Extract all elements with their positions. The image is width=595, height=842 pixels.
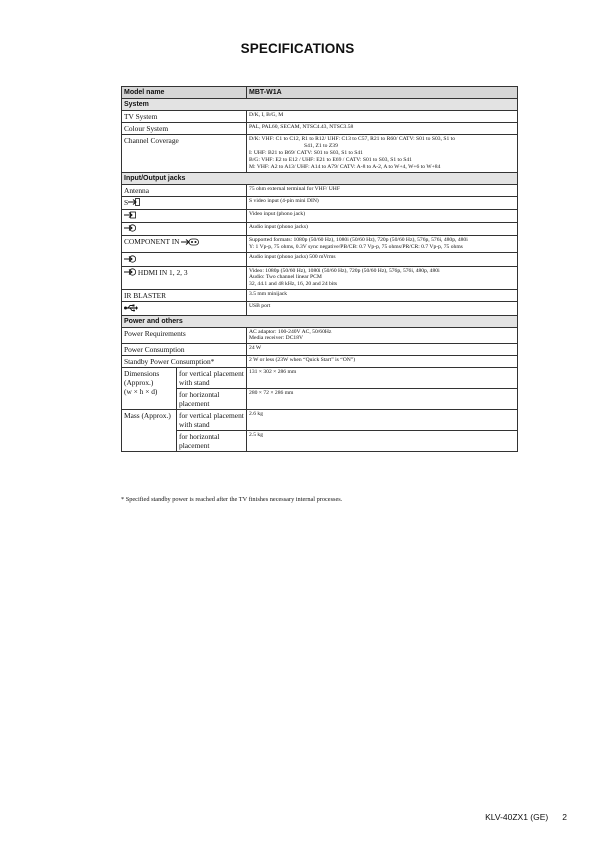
section-row-system bbox=[122, 99, 518, 111]
table-row bbox=[122, 327, 518, 344]
placement-label: for horizontal placement bbox=[177, 431, 247, 452]
dimensions-label bbox=[122, 368, 177, 410]
row-value bbox=[247, 236, 518, 253]
input-arrow-icon bbox=[128, 198, 140, 208]
row-value: D/K, I, B/G, M bbox=[247, 111, 518, 123]
dimensions-label-line: (Approx.) bbox=[124, 378, 154, 388]
page-title: SPECIFICATIONS bbox=[240, 41, 355, 56]
row-label: Power Consumption bbox=[122, 344, 247, 356]
channel-line: I: UHF: B21 to B69/ CATV: S01 to S03, S1 to S41 bbox=[249, 149, 363, 156]
row-label: Antenna bbox=[122, 184, 247, 196]
table-row bbox=[122, 344, 518, 356]
power-line: AC adaptor: 100-240V AC, 50/60Hz bbox=[249, 328, 332, 335]
usb-icon bbox=[124, 304, 138, 314]
row-value: 2.6 kg bbox=[247, 410, 518, 431]
table-row bbox=[122, 368, 518, 389]
component-input-icon bbox=[181, 238, 199, 248]
table-row bbox=[122, 236, 518, 253]
row-label bbox=[122, 266, 247, 290]
row-label: TV System bbox=[122, 111, 247, 123]
row-label bbox=[122, 302, 247, 315]
placement-label: for vertical placement with stand bbox=[177, 368, 247, 389]
table-row bbox=[122, 253, 518, 266]
row-value: 3.5 mm minijack bbox=[247, 290, 518, 302]
table-row bbox=[122, 209, 518, 222]
channel-line: S41, Z1 to Z39 bbox=[304, 142, 338, 149]
row-value bbox=[247, 135, 518, 173]
hdmi-line: Audio: Two channel linear PCM bbox=[249, 274, 322, 281]
row-label bbox=[122, 209, 247, 222]
channel-line: D/K: VHF: C1 to C12, R1 to R12/ UHF: C13 to C57, R21 to R60/ CATV: S01 to S03, S1 to bbox=[249, 136, 456, 142]
page-footer bbox=[485, 812, 567, 822]
section-title-system: System bbox=[122, 99, 518, 111]
row-label: Channel Coverage bbox=[122, 135, 247, 173]
row-value: Video input (phono jack) bbox=[247, 209, 518, 222]
table-row bbox=[122, 123, 518, 135]
section-title-power: Power and others bbox=[122, 315, 518, 327]
row-value: 280 × 72 × 286 mm bbox=[247, 389, 518, 410]
hdmi-line: 32, 44.1 and 48 kHz, 16, 20 and 24 bits bbox=[249, 281, 338, 288]
component-line: Supported formats: 1080p (50/60 Hz), 1080i (50/60 Hz), 720p (50/60 Hz), 576p, 576i, 480p, 480i bbox=[249, 237, 468, 244]
row-value: 75 ohm external terminal for VHF/ UHF bbox=[247, 184, 518, 196]
s-video-label: S bbox=[124, 197, 129, 207]
channel-line: B/G: VHF: E2 to E12 / UHF: E21 to E69 / CATV: S01 to S03, S1 to S41 bbox=[249, 156, 412, 163]
section-title-io: Input/Output jacks bbox=[122, 172, 518, 184]
row-value: USB port bbox=[247, 302, 518, 315]
row-value: 2 W or less (23W when “Quick Start” is “ON”) bbox=[247, 356, 518, 368]
table-row bbox=[122, 389, 518, 410]
row-label bbox=[122, 196, 247, 209]
table-row bbox=[122, 184, 518, 196]
section-row-power bbox=[122, 315, 518, 327]
row-label: Colour System bbox=[122, 123, 247, 135]
row-label: Standby Power Consumption* bbox=[122, 356, 247, 368]
row-label bbox=[122, 236, 247, 253]
table-row bbox=[122, 302, 518, 315]
dimensions-label-line: Dimensions bbox=[124, 369, 160, 379]
table-row bbox=[122, 111, 518, 123]
row-label bbox=[122, 223, 247, 236]
placement-label: for vertical placement with stand bbox=[177, 410, 247, 431]
row-value: 2.5 kg bbox=[247, 431, 518, 452]
row-value: S video input (4-pin mini DIN) bbox=[247, 196, 518, 209]
row-label: Power Requirements bbox=[122, 327, 247, 344]
specifications-table bbox=[121, 86, 518, 452]
power-line: Media receiver: DC18V bbox=[249, 335, 304, 342]
row-value: PAL, PAL60, SECAM, NTSC4.43, NTSC3.58 bbox=[247, 123, 518, 135]
table-row bbox=[122, 431, 518, 452]
table-row bbox=[122, 356, 518, 368]
row-value bbox=[247, 266, 518, 290]
table-row bbox=[122, 266, 518, 290]
row-value: Audio input (phono jacks) bbox=[247, 223, 518, 236]
table-row bbox=[122, 196, 518, 209]
component-label: COMPONENT IN bbox=[124, 237, 180, 247]
model-name-value: MBT-W1A bbox=[247, 87, 518, 99]
table-header-row bbox=[122, 87, 518, 99]
footer-model: KLV-40ZX1 (GE) bbox=[485, 812, 549, 822]
section-row-io bbox=[122, 172, 518, 184]
dimensions-label-line: (w × h × d) bbox=[124, 387, 158, 397]
placement-label: for horizontal placement bbox=[177, 389, 247, 410]
hdmi-line: Video: 1080p (50/60 Hz), 1080i (50/60 Hz), 720p (50/60 Hz), 576p, 576i, 480p, 480i bbox=[249, 267, 440, 274]
input-box-arrow-icon bbox=[124, 211, 136, 221]
row-value bbox=[247, 327, 518, 344]
table-row bbox=[122, 410, 518, 431]
input-circle-arrow-icon bbox=[124, 268, 136, 278]
channel-line: M: VHF: A2 to A13/ UHF: A14 to A79/ CATV: A-8 to A-2, A to W+4, W+6 to W+84 bbox=[249, 163, 441, 170]
component-line: Y: 1 Vp-p, 75 ohms, 0.3V sync negative/PB/CB: 0.7 Vp-p, 75 ohms/PR/CR: 0.7 Vp-p, 75 ohms bbox=[249, 244, 463, 251]
table-row bbox=[122, 135, 518, 173]
footnote: * Specified standby power is reached after the TV finishes necessary internal processes. bbox=[121, 496, 343, 503]
model-name-label: Model name bbox=[122, 87, 247, 99]
hdmi-label: HDMI IN 1, 2, 3 bbox=[137, 267, 188, 277]
row-label: IR BLASTER bbox=[122, 290, 247, 302]
row-value: 131 × 302 × 286 mm bbox=[247, 368, 518, 389]
input-circle-arrow-icon bbox=[124, 224, 136, 234]
table-row bbox=[122, 290, 518, 302]
table-row bbox=[122, 223, 518, 236]
row-value: Audio input (phono jacks) 500 mVrms bbox=[247, 253, 518, 266]
mass-label: Mass (Approx.) bbox=[122, 410, 177, 452]
page-number: 2 bbox=[562, 812, 567, 822]
row-value: 24 W bbox=[247, 344, 518, 356]
input-circle-arrow-icon bbox=[124, 255, 136, 265]
row-label bbox=[122, 253, 247, 266]
